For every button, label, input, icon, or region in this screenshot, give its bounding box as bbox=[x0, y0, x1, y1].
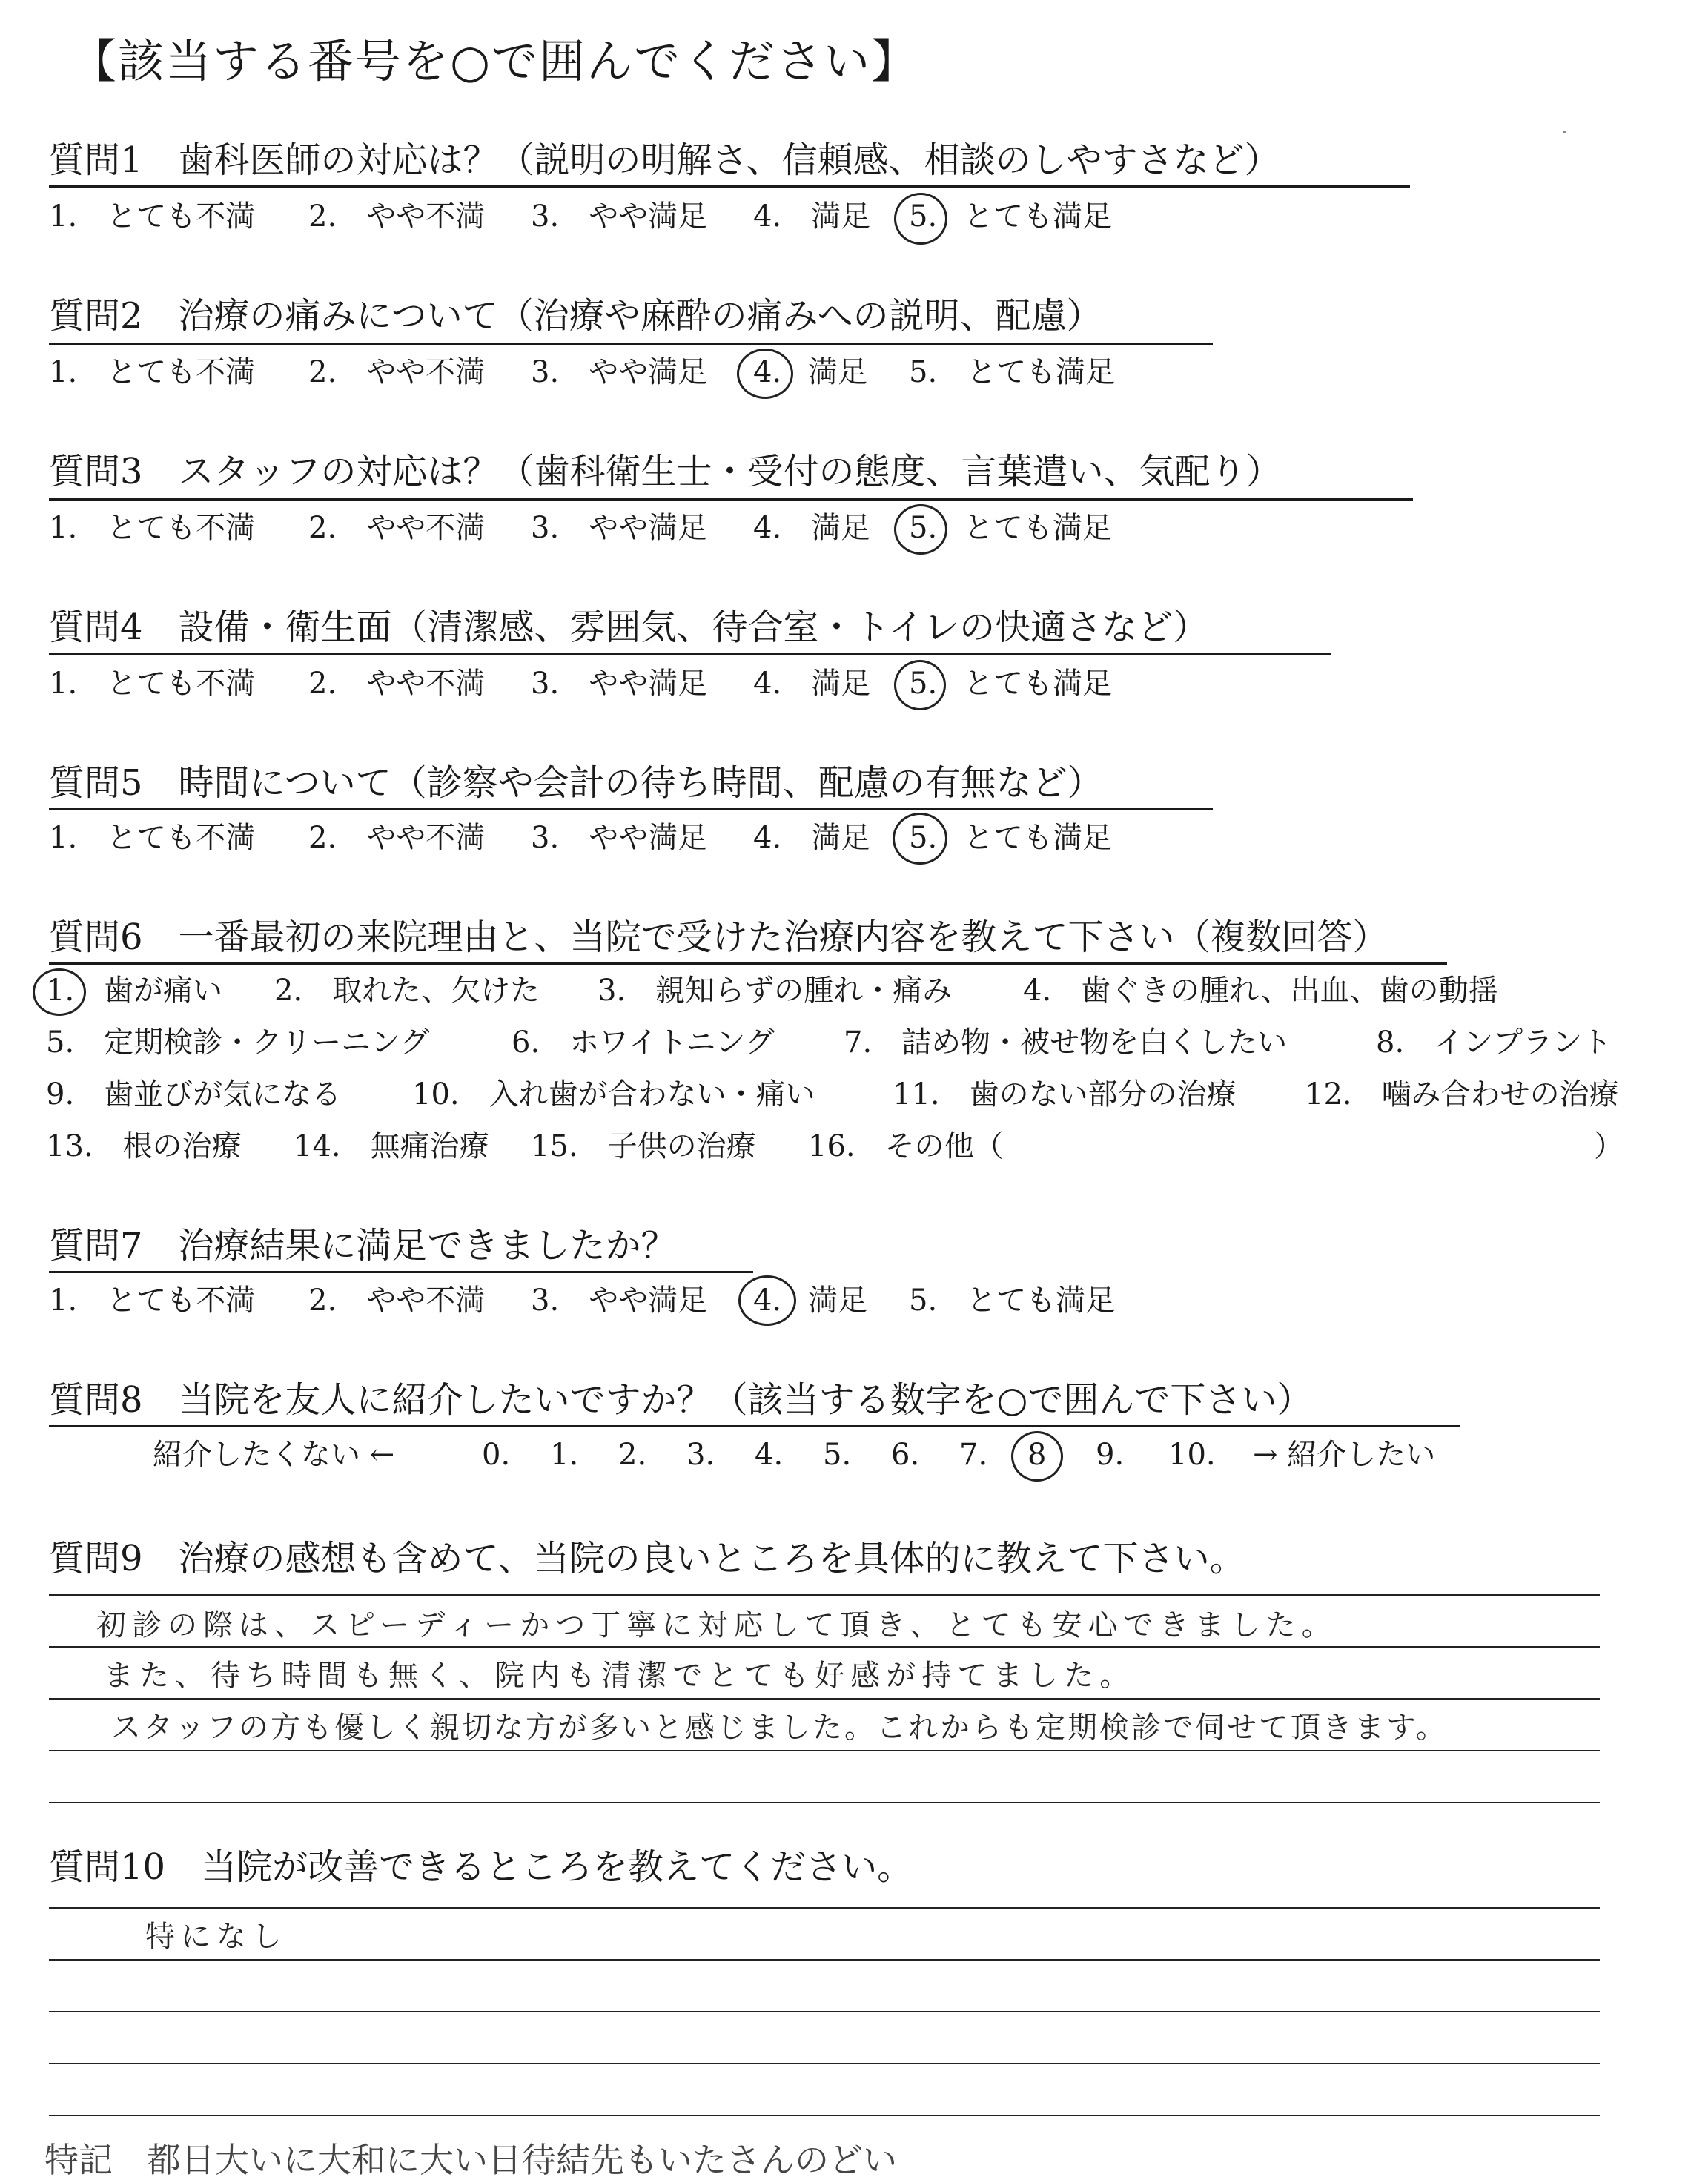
answer-line bbox=[49, 1959, 1600, 1961]
scan-speck bbox=[1563, 131, 1566, 133]
q8-left-label: 紹介したくない ← bbox=[153, 1438, 395, 1472]
q6-option-5[interactable]: 5. 定期検診・クリーニング bbox=[46, 1025, 430, 1060]
answer-line bbox=[49, 1750, 1600, 1751]
q3-selected-circle bbox=[894, 504, 947, 555]
q6-option-9[interactable]: 9. 歯並びが気になる bbox=[46, 1077, 342, 1112]
q9-answer-line-3: スタッフの方も優しく親切な方が多いと感じました。これからも定期検診で伺せて頂きます。 bbox=[111, 1711, 1448, 1745]
q5-option-4[interactable]: 4. 満足 bbox=[753, 821, 871, 855]
q2-option-4-number[interactable]: 4. bbox=[753, 355, 782, 389]
question-4-underline bbox=[49, 653, 1331, 655]
q8-score-9[interactable]: 9. bbox=[1096, 1438, 1125, 1472]
q4-option-3[interactable]: 3. やや満足 bbox=[531, 667, 708, 701]
q8-selected-circle bbox=[1011, 1431, 1063, 1482]
q5-option-5-number[interactable]: 5. bbox=[909, 821, 938, 855]
q8-score-10[interactable]: 10. bbox=[1168, 1438, 1216, 1472]
question-5-heading: 質問5 時間について（診察や会計の待ち時間、配慮の有無など） bbox=[49, 762, 1103, 804]
q6-option-16[interactable]: 16. その他（ bbox=[808, 1129, 1004, 1163]
answer-line bbox=[49, 1698, 1600, 1700]
q3-option-5-label[interactable]: とても満足 bbox=[964, 511, 1112, 545]
question-1-heading: 質問1 歯科医師の対応は？（説明の明解さ、信頼感、相談のしやすさなど） bbox=[49, 139, 1280, 181]
question-9-heading: 質問9 治療の感想も含めて、当院の良いところを具体的に教えて下さい。 bbox=[49, 1538, 1245, 1579]
q8-score-8[interactable]: 8 bbox=[1027, 1438, 1047, 1472]
q3-option-1[interactable]: 1. とても不満 bbox=[49, 511, 256, 545]
q5-option-2[interactable]: 2. やや不満 bbox=[308, 821, 486, 855]
q6-option-11[interactable]: 11. 歯のない部分の治療 bbox=[893, 1077, 1237, 1112]
q2-selected-circle bbox=[737, 349, 793, 399]
question-8-heading: 質問8 当院を友人に紹介したいですか？（該当する数字を○で囲んで下さい） bbox=[49, 1379, 1313, 1421]
answer-line bbox=[49, 2063, 1600, 2064]
question-5-underline bbox=[49, 808, 1213, 810]
q5-option-3[interactable]: 3. やや満足 bbox=[531, 821, 708, 855]
question-6-heading: 質問6 一番最初の来院理由と、当院で受けた治療内容を教えて下さい（複数回答） bbox=[49, 916, 1388, 958]
page-title: 【該当する番号を○で囲んでください】 bbox=[70, 34, 919, 88]
q8-score-1[interactable]: 1. bbox=[550, 1438, 579, 1472]
q7-option-5[interactable]: 5. とても満足 bbox=[909, 1284, 1116, 1318]
q3-option-4[interactable]: 4. 満足 bbox=[753, 511, 871, 545]
q7-option-2[interactable]: 2. やや不満 bbox=[308, 1284, 486, 1318]
q1-option-3[interactable]: 3. やや満足 bbox=[531, 199, 708, 234]
q9-answer-line-2: また、待ち時間も無く、院内も清潔でとても好感が持てました。 bbox=[104, 1659, 1136, 1693]
q1-option-5-label[interactable]: とても満足 bbox=[964, 199, 1112, 234]
q7-option-4-label[interactable]: 満足 bbox=[808, 1284, 867, 1318]
question-4-heading: 質問4 設備・衛生面（清潔感、雰囲気、待合室・トイレの快適さなど） bbox=[49, 607, 1209, 648]
question-6-underline bbox=[49, 962, 1447, 965]
q8-right-label: → 紹介したい bbox=[1253, 1438, 1436, 1472]
q2-option-4-label[interactable]: 満足 bbox=[808, 355, 867, 389]
q8-score-5[interactable]: 5. bbox=[823, 1438, 852, 1472]
q8-score-3[interactable]: 3. bbox=[686, 1438, 715, 1472]
question-3-underline bbox=[49, 498, 1413, 501]
q1-option-4[interactable]: 4. 満足 bbox=[753, 199, 871, 234]
q4-option-2[interactable]: 2. やや不満 bbox=[308, 667, 486, 701]
question-10-heading: 質問10 当院が改善できるところを教えてください。 bbox=[49, 1846, 913, 1888]
q6-option-15[interactable]: 15. 子供の治療 bbox=[531, 1129, 756, 1163]
q8-score-4[interactable]: 4. bbox=[755, 1438, 784, 1472]
answer-line bbox=[49, 2115, 1600, 2116]
q6-selected-circle bbox=[33, 968, 86, 1016]
q8-score-0[interactable]: 0. bbox=[482, 1438, 511, 1472]
q6-option-4[interactable]: 4. 歯ぐきの腫れ、出血、歯の動揺 bbox=[1023, 974, 1498, 1008]
q6-option-1-number[interactable]: 1. bbox=[46, 974, 75, 1008]
q3-option-2[interactable]: 2. やや不満 bbox=[308, 511, 486, 545]
question-1-underline bbox=[49, 185, 1410, 188]
q5-option-1[interactable]: 1. とても不満 bbox=[49, 821, 256, 855]
question-8-underline bbox=[49, 1425, 1460, 1427]
q8-score-2[interactable]: 2. bbox=[618, 1438, 647, 1472]
answer-line bbox=[49, 1907, 1600, 1909]
question-3-heading: 質問3 スタッフの対応は？（歯科衛生士・受付の態度、言葉遣い、気配り） bbox=[49, 451, 1282, 492]
q8-score-7[interactable]: 7. bbox=[959, 1438, 988, 1472]
q4-option-5-label[interactable]: とても満足 bbox=[964, 667, 1112, 701]
q1-selected-circle bbox=[894, 193, 947, 245]
q2-option-5[interactable]: 5. とても満足 bbox=[909, 355, 1116, 389]
q6-option-2[interactable]: 2. 取れた、欠けた bbox=[274, 974, 540, 1008]
q6-option-13[interactable]: 13. 根の治療 bbox=[46, 1129, 242, 1163]
q6-option-8[interactable]: 8. インプラント bbox=[1376, 1025, 1612, 1060]
q5-option-5-label[interactable]: とても満足 bbox=[964, 821, 1112, 855]
q2-option-3[interactable]: 3. やや満足 bbox=[531, 355, 708, 389]
q6-option-14[interactable]: 14. 無痛治療 bbox=[294, 1129, 489, 1163]
q1-option-5-number[interactable]: 5. bbox=[909, 199, 938, 234]
q7-selected-circle bbox=[738, 1275, 796, 1326]
q3-option-5-number[interactable]: 5. bbox=[909, 511, 938, 545]
question-7-underline bbox=[49, 1271, 753, 1273]
q6-option-16-close-paren: ） bbox=[1594, 1129, 1623, 1163]
q4-selected-circle bbox=[894, 660, 946, 710]
question-2-underline bbox=[49, 343, 1213, 345]
q2-option-2[interactable]: 2. やや不満 bbox=[308, 355, 486, 389]
q6-option-7[interactable]: 7. 詰め物・被せ物を白くしたい bbox=[844, 1025, 1288, 1060]
q1-option-2[interactable]: 2. やや不満 bbox=[308, 199, 486, 234]
q3-option-3[interactable]: 3. やや満足 bbox=[531, 511, 708, 545]
answer-line bbox=[49, 2011, 1600, 2012]
q6-option-3[interactable]: 3. 親知らずの腫れ・痛み bbox=[598, 974, 953, 1008]
footer-cutoff-text: 特記 都日大いに大和に大い日待結先もいたさんのどい bbox=[44, 2140, 897, 2180]
q6-option-10[interactable]: 10. 入れ歯が合わない・痛い bbox=[412, 1077, 815, 1112]
q8-score-6[interactable]: 6. bbox=[891, 1438, 920, 1472]
q4-option-1[interactable]: 1. とても不満 bbox=[49, 667, 256, 701]
q9-answer-line-1: 初診の際は、スピーディーかつ丁寧に対応して頂き、とても安心できました。 bbox=[96, 1608, 1337, 1642]
q6-option-6[interactable]: 6. ホワイトニング bbox=[512, 1025, 775, 1060]
answer-line bbox=[49, 1646, 1600, 1648]
q4-option-5-number[interactable]: 5. bbox=[909, 667, 938, 701]
q7-option-1[interactable]: 1. とても不満 bbox=[49, 1284, 256, 1318]
answer-line bbox=[49, 1802, 1600, 1803]
q4-option-4[interactable]: 4. 満足 bbox=[753, 667, 871, 701]
answer-line bbox=[49, 1594, 1600, 1596]
q6-option-12[interactable]: 12. 噛み合わせの治療 bbox=[1305, 1077, 1619, 1112]
q10-answer-line-1: 特になし bbox=[145, 1920, 288, 1954]
q6-option-1-label[interactable]: 歯が痛い bbox=[104, 974, 222, 1008]
q2-option-1[interactable]: 1. とても不満 bbox=[49, 355, 256, 389]
q7-option-3[interactable]: 3. やや満足 bbox=[531, 1284, 708, 1318]
q7-option-4-number[interactable]: 4. bbox=[753, 1284, 782, 1318]
question-7-heading: 質問7 治療結果に満足できましたか？ bbox=[49, 1225, 677, 1266]
q1-option-1[interactable]: 1. とても不満 bbox=[49, 199, 256, 234]
q5-selected-circle bbox=[893, 813, 947, 865]
question-2-heading: 質問2 治療の痛みについて（治療や麻酔の痛みへの説明、配慮） bbox=[49, 295, 1102, 337]
